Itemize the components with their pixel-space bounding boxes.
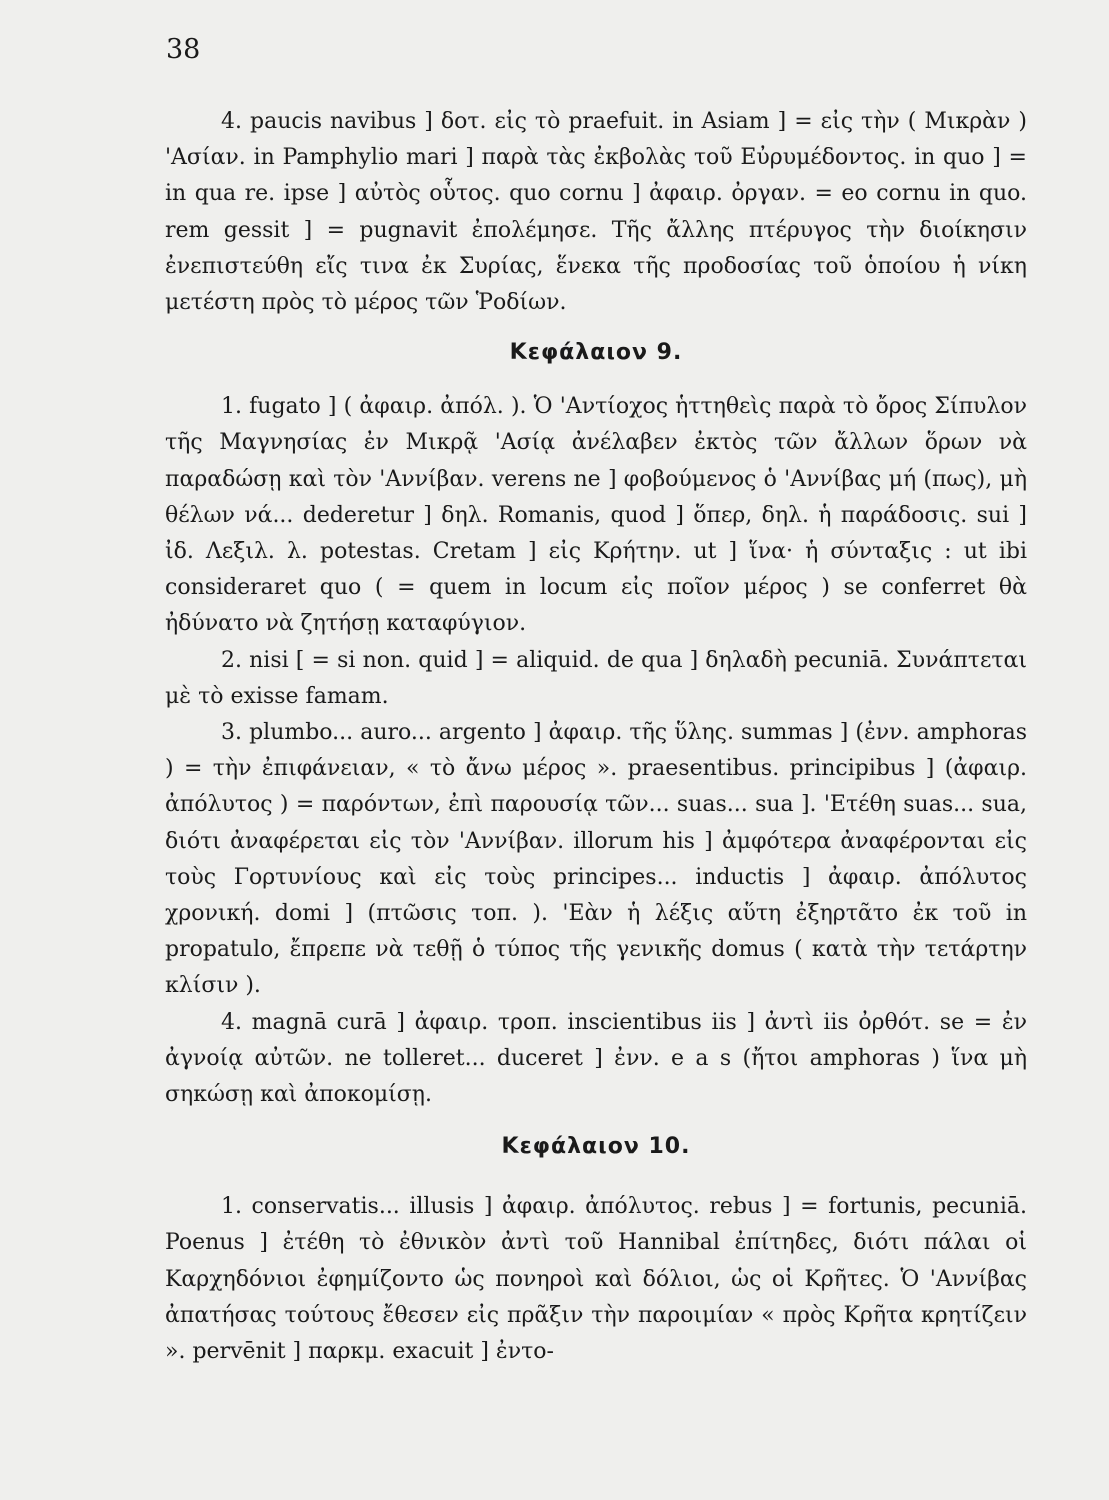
intro-section — [165, 104, 1027, 321]
paragraph: 1. conservatis... illusis ] ἀφαιρ. ἀπόλυτος. rebus ] = fortunis, pecuniā. Poenus ] ἐτέθη τὸ ἐθνικὸν ἀντὶ τοῦ Hannibal ἐπίτηδες, διότι πάλαι οἱ Καρχηδόνιοι ἐφημίζοντο ὡς πονηροὶ καὶ δόλιοι, ὡς οἱ Κρῆτες. Ὁ 'Αννίβας ἀπατήσας τούτους ἔθεσεν εἰς πρᾶξιν τὴν παροιμίαν « πρὸς Κρῆτα κρητίζειν ». pervēnit ] παρκμ. exacuit ] ἐντο- — [165, 1194, 1027, 1365]
chapter-heading-10: Κεφάλαιον 10. — [501, 1134, 691, 1160]
paragraph: 3. plumbo... auro... argento ] ἀφαιρ. τῆς ὕλης. summas ] (ἐνν. amphoras ) = τὴν ἐπιφάνειαν, « τὸ ἄνω μέρος ». praesentibus. principibus ] (ἀφαιρ. ἀπόλυτος ) = παρόντων, ἐπὶ παρουσίᾳ τῶν... suas... sua ]. 'Ετέθη suas... sua, διότι ἀναφέρεται εἰς τὸν 'Αννίβαν. illorum his ] ἀμφότερα ἀναφέρονται εἰς τοὺς Γορτυνίους καὶ εἰς τοὺς principes... inductis ] ἀφαιρ. ἀπόλυτος χρονική. domi ] (πτῶσις τοπ. ). 'Εὰν ἡ λέξις αὕτη ἐξηρτᾶτο ἐκ τοῦ in propatulo, ἔπρεπε νὰ τεθῇ ὁ τύπος τῆς γενικῆς domus ( κατὰ τὴν τετάρτην κλίσιν ). — [165, 720, 1027, 999]
paragraph: 4. magnā curā ] ἀφαιρ. τροπ. inscientibus iis ] ἀντὶ iis ὀρθότ. se = ἐν ἀγνοίᾳ αὐτῶν. ne tolleret... duceret ] ἐνν. e a s (ἤτοι amphoras ) ἵνα μὴ σηκώσῃ καὶ ἀποκομίσῃ. — [165, 1009, 1027, 1108]
paragraph: 1. fugato ] ( ἀφαιρ. ἀπόλ. ). Ὁ 'Αντίοχος ἡττηθεὶς παρὰ τὸ ὄρος Σίπυλον τῆς Μαγνησίας ἐν Μικρᾷ 'Ασίᾳ ἀνέλαβεν ἐκτὸς τῶν ἄλλων ὅρων νὰ παραδώσῃ καὶ τὸν 'Αννίβαν. verens ne ] φοβούμενος ὁ 'Αννίβας μή (πως), μὴ θέλων νά... dederetur ] δηλ. Romanis, quod ] ὅπερ, δηλ. ἡ παράδοσις. sui ] ἰδ. Λεξιλ. λ. potestas. Cretam ] εἰς Κρήτην. ut ] ἵνα· ἡ σύνταξις : ut ibi consideraret quo ( = quem in locum εἰς ποῖον μέρος ) se conferret θὰ ἠδύνατο νὰ ζητήσῃ καταφύγιον. — [165, 394, 1027, 637]
chapter-heading-9: Κεφάλαιον 9. — [509, 340, 683, 366]
page-body — [165, 104, 1027, 1370]
page-number: 38 — [166, 34, 201, 65]
chapter-9-section — [165, 389, 1027, 1113]
paragraph: 4. paucis navibus ] δοτ. εἰς τὸ praefuit. in Asiam ] = εἰς τὴν ( Μικρὰν ) 'Ασίαν. in Pamphylio mari ] παρὰ τὰς ἐκβολὰς τοῦ Εὐρυμέδοντος. in quo ] = in qua re. ipse ] αὐτὸς οὗτος. quo cornu ] ἀφαιρ. ὀργαν. = eo cornu in quo. rem gessit ] = pugnavit ἐπολέμησε. Τῆς ἄλλης πτέρυγος τὴν διοίκησιν ἐνεπιστεύθη εἴς τινα ἐκ Συρίας, ἕνεκα τῆς προδοσίας τοῦ ὁποίου ἡ νίκη μετέστη πρὸς τὸ μέρος τῶν Ῥοδίων. — [165, 109, 1027, 316]
paragraph: 2. nisi [ = si non. quid ] = aliquid. de qua ] δηλαδὴ pecuniā. Συνάπτεται μὲ τὸ exisse famam. — [165, 647, 1027, 709]
chapter-10-section — [165, 1189, 1027, 1370]
